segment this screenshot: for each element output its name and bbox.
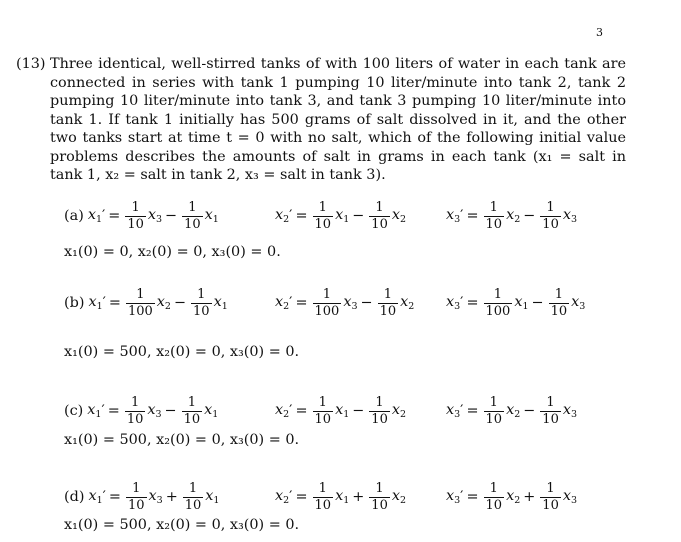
subscript: 2 — [514, 409, 521, 420]
denominator: 10 — [314, 216, 332, 232]
variable-x: $x_1$ — [88, 294, 103, 312]
fraction — [540, 482, 561, 513]
numerator: 1 — [489, 199, 498, 215]
subscript: 3 — [454, 214, 461, 225]
subscript: 2 — [283, 409, 290, 420]
subscript: 1 — [343, 409, 350, 420]
subscript: 3 — [156, 495, 163, 506]
denominator: 10 — [379, 303, 397, 319]
equals-sign: = — [107, 403, 120, 419]
numerator: 1 — [375, 480, 384, 496]
fraction — [182, 201, 203, 232]
numerator: 1 — [322, 286, 332, 302]
equals-sign: = — [108, 295, 121, 311]
prime-mark: ′ — [101, 208, 106, 224]
denominator: 10 — [371, 497, 388, 513]
equation — [275, 283, 414, 323]
equals-sign: = — [108, 489, 121, 505]
numerator: 1 — [188, 480, 198, 496]
prime-mark: ′ — [101, 403, 105, 419]
variable-x: $x_3$ — [446, 207, 461, 225]
denominator: 10 — [193, 303, 210, 319]
fraction — [540, 396, 561, 427]
subscript: 1 — [522, 301, 529, 312]
subscript: 3 — [579, 301, 586, 312]
fraction — [484, 396, 505, 427]
numerator: 1 — [188, 199, 197, 215]
equals-sign: = — [466, 489, 479, 505]
operator: − — [352, 403, 365, 419]
prime-mark: ′ — [289, 208, 293, 224]
denominator: 10 — [485, 216, 503, 232]
variable-x: $x_2$ — [391, 207, 407, 225]
page-number: 3 — [596, 26, 603, 39]
subscript: 2 — [408, 301, 415, 312]
numerator: 1 — [554, 286, 563, 302]
equals-sign: = — [295, 489, 308, 505]
fraction — [484, 288, 513, 319]
prime-mark: ′ — [460, 403, 464, 419]
variable-x: $x_1$ — [335, 402, 350, 420]
subscript: 3 — [570, 409, 578, 420]
fraction — [484, 482, 505, 513]
operator: − — [352, 208, 365, 224]
denominator: 100 — [485, 303, 511, 319]
subscript: 3 — [454, 409, 461, 420]
fraction — [549, 288, 570, 319]
denominator: 10 — [127, 216, 144, 232]
equals-sign: = — [108, 208, 121, 224]
numerator: 1 — [489, 480, 498, 496]
subscript: 1 — [96, 301, 103, 312]
problem-13 — [16, 55, 626, 185]
subscript: 1 — [95, 214, 102, 225]
denominator: 10 — [550, 303, 568, 319]
prime-mark: ′ — [289, 295, 293, 311]
subscript: 2 — [164, 301, 171, 312]
variable-x: $x_3$ — [343, 294, 358, 312]
fraction — [540, 201, 561, 232]
variable-x: $x_2$ — [275, 294, 290, 312]
equation — [275, 391, 406, 431]
denominator: 10 — [371, 216, 388, 232]
option-a — [64, 196, 624, 236]
variable-x: $x_1$ — [204, 207, 219, 225]
prime-mark: ′ — [289, 489, 293, 505]
subscript: 2 — [283, 214, 290, 225]
initial-conditions: x₁(0) = 500, x₂(0) = 0, x₃(0) = 0. — [64, 517, 300, 533]
variable-x: $x_1$ — [87, 207, 102, 225]
fraction — [126, 482, 147, 513]
equals-sign: = — [466, 208, 479, 224]
denominator: 100 — [127, 303, 153, 319]
denominator: 10 — [485, 497, 503, 513]
denominator: 10 — [542, 497, 559, 513]
variable-x: $x_1$ — [514, 294, 529, 312]
denominator: 10 — [542, 411, 559, 427]
fraction — [125, 201, 146, 232]
equation — [64, 196, 219, 236]
option-b — [64, 283, 624, 323]
equation — [446, 196, 577, 236]
numerator: 1 — [197, 286, 206, 302]
operator: − — [531, 295, 544, 311]
operator: + — [352, 489, 365, 505]
variable-x: $x_2$ — [275, 402, 290, 420]
numerator: 1 — [130, 394, 140, 410]
option-label: (d) — [64, 489, 85, 505]
prime-mark: ′ — [460, 295, 464, 311]
subscript: 2 — [283, 301, 290, 312]
fraction — [182, 396, 203, 427]
fraction — [369, 482, 390, 513]
equation — [64, 477, 219, 517]
numerator: 1 — [131, 199, 140, 215]
prime-mark: ′ — [102, 489, 106, 505]
fraction — [313, 482, 334, 513]
subscript: 3 — [570, 495, 578, 506]
equation — [446, 283, 585, 323]
numerator: 1 — [318, 394, 327, 410]
variable-x: $x_3$ — [147, 402, 162, 420]
fraction — [183, 482, 204, 513]
equation — [446, 477, 577, 517]
variable-x: $x_3$ — [148, 488, 163, 506]
denominator: 10 — [371, 411, 388, 427]
variable-x: $x_3$ — [562, 207, 578, 225]
operator: + — [165, 489, 178, 505]
equation — [275, 196, 406, 236]
fraction — [369, 201, 390, 232]
prime-mark: ′ — [102, 295, 106, 311]
numerator: 1 — [383, 286, 392, 302]
subscript: 1 — [95, 409, 102, 420]
denominator: 10 — [314, 411, 332, 427]
variable-x: $x_1$ — [335, 207, 350, 225]
initial-conditions: x₁(0) = 0, x₂(0) = 0, x₃(0) = 0. — [64, 244, 281, 260]
numerator: 1 — [489, 394, 498, 410]
fraction — [191, 288, 212, 319]
denominator: 10 — [184, 216, 201, 232]
fraction — [313, 201, 334, 232]
problem-number: (13) — [16, 56, 46, 72]
subscript: 1 — [213, 495, 220, 506]
variable-x: $x_3$ — [147, 207, 163, 225]
variable-x: $x_2$ — [391, 488, 407, 506]
operator: − — [360, 295, 373, 311]
denominator: 100 — [314, 303, 340, 319]
variable-x: $x_2$ — [275, 207, 290, 225]
subscript: 2 — [283, 495, 290, 506]
subscript: 1 — [212, 409, 219, 420]
variable-x: $x_1$ — [87, 402, 102, 420]
equation — [446, 391, 577, 431]
subscript: 2 — [399, 495, 407, 506]
numerator: 1 — [132, 480, 141, 496]
equals-sign: = — [466, 295, 479, 311]
variable-x: $x_3$ — [446, 488, 461, 506]
fraction — [378, 288, 399, 319]
subscript: 2 — [514, 495, 521, 506]
option-d — [64, 477, 624, 517]
numerator: 1 — [493, 286, 503, 302]
problem-statement: Three identical, well-stirred tanks of with 100 liters of water in each tank are connected in series with tank 1 pumping 10 liter/minute into tank 2, tank 2 pumping 10 liter/minute into tank 3, and tank 3 pumping 10 liter/minute into tank 1. If tank 1 initially has 500 grams of salt dissolved in it, and the other two tanks start at time t = 0 with no salt, which of the following initial value problems describes the amounts of salt in grams in each tank (x₁ = salt in tank 1, x₂ = salt in tank 2, x₃ = salt in tank 3). — [50, 56, 626, 183]
option-label: (c) — [64, 403, 84, 419]
numerator: 1 — [136, 286, 145, 302]
fraction — [126, 288, 155, 319]
numerator: 1 — [546, 394, 555, 410]
variable-x: $x_3$ — [562, 402, 578, 420]
numerator: 1 — [375, 199, 384, 215]
variable-x: $x_1$ — [335, 488, 350, 506]
variable-x: $x_3$ — [562, 488, 578, 506]
equals-sign: = — [466, 403, 479, 419]
subscript: 2 — [514, 214, 521, 225]
equals-sign: = — [295, 403, 308, 419]
subscript: 2 — [399, 214, 407, 225]
equation — [275, 477, 406, 517]
equation — [64, 283, 228, 323]
denominator: 10 — [126, 411, 144, 427]
fraction — [313, 288, 342, 319]
subscript: 1 — [343, 495, 350, 506]
subscript: 1 — [212, 214, 219, 225]
fraction — [313, 396, 334, 427]
option-label: (b) — [64, 295, 85, 311]
variable-x: $x_1$ — [205, 488, 220, 506]
subscript: 1 — [96, 495, 103, 506]
variable-x: $x_2$ — [275, 488, 290, 506]
denominator: 10 — [183, 411, 201, 427]
initial-conditions: x₁(0) = 500, x₂(0) = 0, x₃(0) = 0. — [64, 432, 300, 448]
numerator: 1 — [187, 394, 196, 410]
prime-mark: ′ — [289, 403, 293, 419]
subscript: 2 — [399, 409, 407, 420]
prime-mark: ′ — [460, 489, 464, 505]
denominator: 10 — [127, 497, 145, 513]
variable-x: $x_2$ — [506, 488, 521, 506]
operator: − — [165, 208, 178, 224]
subscript: 3 — [454, 301, 461, 312]
denominator: 10 — [542, 216, 559, 232]
operator: − — [164, 403, 177, 419]
variable-x: $x_2$ — [400, 294, 415, 312]
subscript: 3 — [156, 214, 163, 225]
subscript: 1 — [343, 214, 350, 225]
denominator: 10 — [485, 411, 503, 427]
variable-x: $x_3$ — [446, 294, 461, 312]
subscript: 3 — [570, 214, 578, 225]
variable-x: $x_2$ — [506, 402, 521, 420]
option-label: (a) — [64, 208, 84, 224]
option-c — [64, 391, 624, 431]
denominator: 10 — [184, 497, 202, 513]
equals-sign: = — [295, 208, 308, 224]
numerator: 1 — [546, 480, 555, 496]
numerator: 1 — [375, 394, 384, 410]
initial-conditions: x₁(0) = 500, x₂(0) = 0, x₃(0) = 0. — [64, 344, 300, 360]
subscript: 3 — [351, 301, 358, 312]
denominator: 10 — [314, 497, 332, 513]
prime-mark: ′ — [460, 208, 464, 224]
numerator: 1 — [318, 480, 327, 496]
subscript: 1 — [221, 301, 228, 312]
subscript: 3 — [155, 409, 162, 420]
fraction — [369, 396, 390, 427]
variable-x: $x_2$ — [156, 294, 171, 312]
equals-sign: = — [295, 295, 308, 311]
variable-x: $x_2$ — [391, 402, 407, 420]
variable-x: $x_1$ — [213, 294, 228, 312]
variable-x: $x_3$ — [571, 294, 586, 312]
operator: + — [523, 489, 536, 505]
equation — [64, 391, 218, 431]
numerator: 1 — [546, 199, 555, 215]
operator: − — [523, 208, 536, 224]
fraction — [125, 396, 146, 427]
fraction — [484, 201, 505, 232]
variable-x: $x_1$ — [88, 488, 103, 506]
operator: − — [173, 295, 187, 311]
variable-x: $x_1$ — [204, 402, 219, 420]
numerator: 1 — [318, 199, 327, 215]
variable-x: $x_2$ — [506, 207, 521, 225]
variable-x: $x_3$ — [446, 402, 461, 420]
subscript: 3 — [454, 495, 461, 506]
operator: − — [523, 403, 536, 419]
